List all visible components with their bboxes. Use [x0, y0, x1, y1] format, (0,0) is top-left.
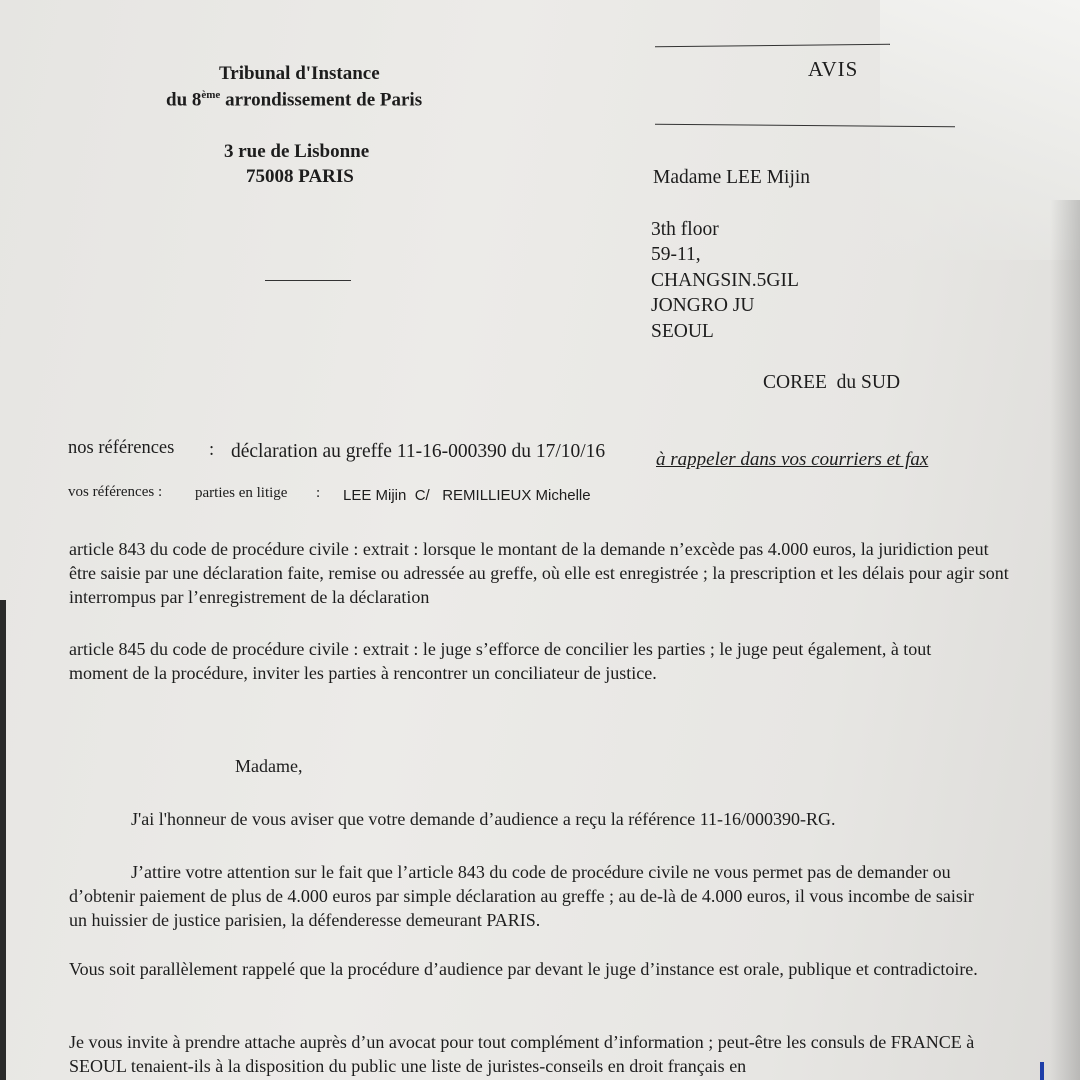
salutation: Madame,	[235, 756, 303, 776]
our-references-note: à rappeler dans vos courriers et fax	[656, 449, 929, 470]
court-arrondissement	[166, 89, 422, 111]
court-arrondissement-suffix: arrondissement de Paris	[220, 89, 423, 111]
parties-separator: :	[316, 485, 321, 501]
recipient-address-line: 3th floor	[651, 219, 719, 240]
our-references-separator: :	[209, 440, 215, 460]
parties-value: LEE Mijin C/ REMILLIEUX Michelle	[343, 487, 591, 504]
court-arrondissement-prefix: du 8	[166, 89, 202, 111]
our-references-value: déclaration au greffe 11-16-000390 du 17/10/16	[231, 441, 606, 462]
recipient-country: COREE du SUD	[763, 372, 901, 393]
notice-title: AVIS	[808, 57, 859, 81]
article-843-extract: article 843 du code de procédure civile : extrait : lorsque le montant de la demande n’excède pas 4.000 euros, la juridiction peut être saisie par une déclaration faite, remise ou adressée au greffe, où elle est enregistrée ; la prescription et les délais pour agir sont interrompus par l’enregistrement de la déclaration	[69, 539, 1009, 607]
paragraph-reference: J'ai l'honneur de vous aviser que votre demande d’audience a reçu la référence 11-16/000390-RG.	[131, 809, 836, 829]
your-references-label: vos références :	[68, 484, 163, 500]
recipient-address-line: JONGRO JU	[651, 295, 755, 316]
dark-left-edge	[0, 600, 6, 1080]
court-arrondissement-superscript: ème	[201, 89, 221, 101]
parties-label: parties en litige	[195, 485, 288, 501]
recipient-address-line: 59-11,	[651, 244, 701, 265]
blue-pen-mark	[1040, 1062, 1044, 1080]
court-name: Tribunal d'Instance	[219, 63, 380, 84]
court-city: 75008 PARIS	[246, 166, 354, 187]
paragraph-amount-limit: J’attire votre attention sur le fait que l’article 843 du code de procédure civile ne vous permet pas de demander ou d’obtenir paiement de plus de 4.000 euros par simple déclaration au greffe ; au de-là de 4.000 euros, il vous incombe de saisir un huissier de justice parisien, la défenderesse demeurant PARIS.	[69, 862, 974, 930]
article-845-extract: article 845 du code de procédure civile : extrait : le juge s’efforce de concilier les parties ; le juge peut également, à tout moment de la procédure, inviter les parties à rencontrer un conciliateur de justice.	[69, 639, 932, 683]
recipient-address-line: SEOUL	[651, 321, 714, 342]
our-references-label: nos références	[68, 438, 175, 458]
paragraph-advice: Je vous invite à prendre attache auprès d’un avocat pour tout complément d’information ; peut-être les consuls de FRANCE à SEOUL tenaient-ils à la disposition du public une liste de juristes-conseils en droit français en	[69, 1032, 975, 1076]
paragraph-procedure: Vous soit parallèlement rappelé que la procédure d’audience par devant le juge d’instance est orale, publique et contradictoire.	[69, 959, 978, 979]
paper-edge-shadow	[1050, 200, 1080, 1080]
recipient-name: Madame LEE Mijin	[653, 167, 811, 188]
recipient-address-line: CHANGSIN.5GIL	[651, 270, 799, 291]
sender-divider	[265, 280, 351, 281]
court-street: 3 rue de Lisbonne	[224, 141, 370, 162]
avis-top-rule	[655, 44, 890, 47]
